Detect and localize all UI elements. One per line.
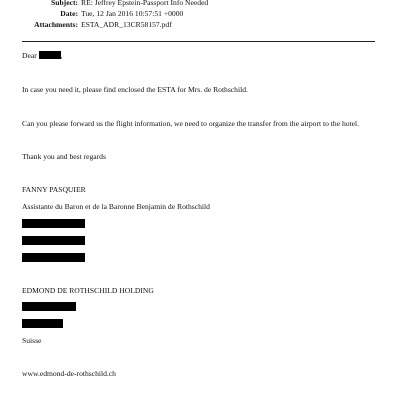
date-value: Tue, 12 Jan 2016 10:57:51 +0000 [81, 9, 184, 19]
date-label: Date: [60, 9, 78, 19]
attachments-label: Attachments: [34, 20, 78, 30]
signature-website[interactable]: www.edmond-de-rothschild.ch [22, 369, 116, 378]
redacted-block-3 [22, 253, 85, 262]
date-row [0, 8, 400, 19]
attachment-filename: ESTA_ADR_13CR58157.pdf [81, 20, 172, 30]
email-header [0, 0, 400, 31]
paragraph-flight-request: Can you please forward us the flight information, we need to organize the transfer from the airport to the hotel. [22, 119, 360, 128]
redacted-recipient [39, 51, 61, 59]
redacted-block-5 [22, 319, 63, 328]
greeting-line [22, 51, 63, 61]
redacted-block-1 [22, 219, 85, 228]
greeting-punct: , [60, 51, 63, 60]
header-divider [22, 41, 375, 42]
subject-label: Subject: [51, 0, 78, 7]
signature-title: Assistante du Baron et de la Baronne Benjamin de Rothschild [22, 202, 210, 211]
signature-company: EDMOND DE ROTHSCHILD HOLDING [22, 286, 154, 295]
attachments-row [0, 19, 400, 30]
greeting-text: Dear [22, 51, 37, 60]
signature-name: FANNY PASQUIER [22, 185, 86, 194]
redacted-block-2 [22, 236, 85, 245]
subject-row [0, 0, 400, 8]
redacted-block-4 [22, 302, 76, 311]
closing-line: Thank you and best regards [22, 152, 106, 161]
paragraph-enclosed: In case you need it, please find enclosed the ESTA for Mrs. de Rothschild. [22, 85, 248, 94]
signature-country: Suisse [22, 336, 42, 345]
subject-value: RE: Jeffrey Epstein-Passport Info Needed [81, 0, 209, 7]
